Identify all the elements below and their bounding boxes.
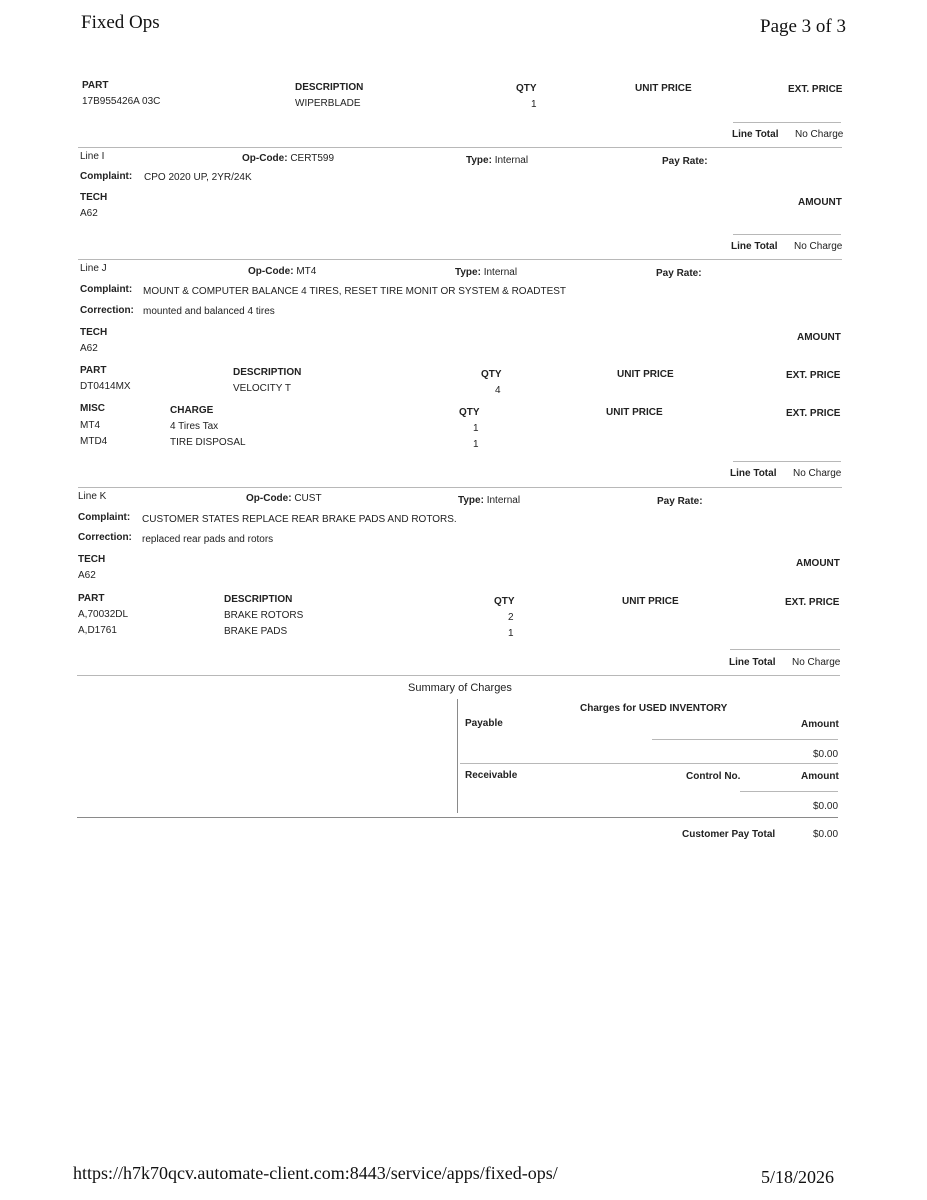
part-qty: 1 <box>531 99 537 110</box>
unit-price-header: UNIT PRICE <box>635 83 692 94</box>
line-k-correction: replaced rear pads and rotors <box>142 534 274 545</box>
payable-amount: $0.00 <box>813 749 839 760</box>
line-j-tech: A62 <box>80 343 98 354</box>
line-k-tech-header: TECH <box>78 554 106 565</box>
line-k-label: Line K <box>78 491 107 502</box>
line-j-part-header: PART <box>80 365 107 376</box>
line-j-qty-header: QTY <box>481 369 502 380</box>
line-i-type: Type: Internal <box>466 155 529 166</box>
line-j-tech-header: TECH <box>80 327 108 338</box>
line-j-description-header: DESCRIPTION <box>233 367 302 378</box>
footer-url: https://h7k70qcv.automate-client.com:8443/service/apps/fixed-ops/ <box>73 1163 558 1183</box>
line-i-line-total-label: Line Total <box>731 241 778 252</box>
line-k-pay-rate: Pay Rate: <box>657 496 703 507</box>
summary-title: Summary of Charges <box>408 682 512 694</box>
payable-label: Payable <box>465 718 503 729</box>
qty-header: QTY <box>516 83 537 94</box>
line-k-unit-price-header: UNIT PRICE <box>622 596 679 607</box>
line-j-type: Type: Internal <box>455 267 518 278</box>
line-k-part-number: A,70032DL <box>78 609 129 620</box>
line-j-ext-price-header: EXT. PRICE <box>786 370 841 381</box>
line-i-label: Line I <box>80 151 105 162</box>
line-k-line-total: No Charge <box>792 657 841 668</box>
line-j-label: Line J <box>80 263 107 274</box>
line-i-tech: A62 <box>80 208 98 219</box>
part-description: WIPERBLADE <box>295 98 361 109</box>
part-number: 17B955426A 03C <box>82 96 161 107</box>
line-k-amount-header: AMOUNT <box>796 558 840 569</box>
line-j-line-total-label: Line Total <box>730 468 777 479</box>
line-j-charge-header: CHARGE <box>170 405 214 416</box>
line-j-misc-header: MISC <box>80 403 105 414</box>
line-j-part-description: VELOCITY T <box>233 383 291 394</box>
line-j-misc-charge: TIRE DISPOSAL <box>170 437 246 448</box>
line-j-part-number: DT0414MX <box>80 381 131 392</box>
ext-price-header: EXT. PRICE <box>788 84 843 95</box>
line-j-correction-label: Correction: <box>80 305 134 316</box>
line-i-complaint-label: Complaint: <box>80 171 133 182</box>
line-k-part-header: PART <box>78 593 105 604</box>
line-j-op-code: Op-Code: MT4 <box>248 266 317 277</box>
line-j-amount-header: AMOUNT <box>797 332 841 343</box>
line-j-part-qty: 4 <box>495 385 501 396</box>
line-j-correction: mounted and balanced 4 tires <box>143 306 275 317</box>
line-j-misc-qty-header: QTY <box>459 407 480 418</box>
line-k-ext-price-header: EXT. PRICE <box>785 597 840 608</box>
line-j-complaint: MOUNT & COMPUTER BALANCE 4 TIRES, RESET TIRE MONIT OR SYSTEM & ROADTEST <box>143 286 567 297</box>
line-k-line-total-label: Line Total <box>729 657 776 668</box>
line-j-misc-code: MT4 <box>80 420 100 431</box>
line-k-op-code: Op-Code: CUST <box>246 493 322 504</box>
receivable-amount-header: Amount <box>801 771 839 782</box>
line-j-pay-rate: Pay Rate: <box>656 268 702 279</box>
receivable-label: Receivable <box>465 770 518 781</box>
line-k-part-number: A,D1761 <box>78 625 117 636</box>
line-k-part-qty: 2 <box>508 612 514 623</box>
line-j-complaint-label: Complaint: <box>80 284 133 295</box>
line-k-part-qty: 1 <box>508 628 514 639</box>
footer-date: 5/18/2026 <box>761 1167 835 1187</box>
line-k-qty-header: QTY <box>494 596 515 607</box>
page-title: Fixed Ops <box>81 12 160 33</box>
line-i-pay-rate: Pay Rate: <box>662 156 708 167</box>
line-k-correction-label: Correction: <box>78 532 132 543</box>
line-j-misc-ext-price-header: EXT. PRICE <box>786 408 841 419</box>
line-i-complaint: CPO 2020 UP, 2YR/24K <box>144 172 252 183</box>
line-i-op-code: Op-Code: CERT599 <box>242 153 335 164</box>
line-k-complaint-label: Complaint: <box>78 512 131 523</box>
control-no-header: Control No. <box>686 771 741 782</box>
receivable-amount: $0.00 <box>813 801 839 812</box>
line-k-part-description: BRAKE ROTORS <box>224 610 304 621</box>
customer-pay-total: $0.00 <box>813 829 839 840</box>
line-i-amount-header: AMOUNT <box>798 197 842 208</box>
line-k-complaint: CUSTOMER STATES REPLACE REAR BRAKE PADS AND ROTORS. <box>142 514 457 525</box>
description-header: DESCRIPTION <box>295 82 364 93</box>
line-k-description-header: DESCRIPTION <box>224 594 293 605</box>
line-j-misc-code: MTD4 <box>80 436 108 447</box>
customer-pay-total-label: Customer Pay Total <box>682 829 776 840</box>
charges-for-label: Charges for USED INVENTORY <box>580 703 728 714</box>
line-i-tech-header: TECH <box>80 192 108 203</box>
line-j-misc-unit-price-header: UNIT PRICE <box>606 407 663 418</box>
line-j-unit-price-header: UNIT PRICE <box>617 369 674 380</box>
line-total-value: No Charge <box>795 129 844 140</box>
line-k-part-description: BRAKE PADS <box>224 626 288 637</box>
line-k-type: Type: Internal <box>458 495 521 506</box>
line-k-tech: A62 <box>78 570 96 581</box>
line-j-line-total: No Charge <box>793 468 842 479</box>
line-j-misc-qty: 1 <box>473 423 479 434</box>
line-j-misc-qty: 1 <box>473 439 479 450</box>
line-i-line-total: No Charge <box>794 241 843 252</box>
line-j-misc-charge: 4 Tires Tax <box>170 421 219 432</box>
part-header: PART <box>82 80 109 91</box>
payable-amount-header: Amount <box>801 719 839 730</box>
line-total-label: Line Total <box>732 129 779 140</box>
page-number: Page 3 of 3 <box>760 16 847 37</box>
